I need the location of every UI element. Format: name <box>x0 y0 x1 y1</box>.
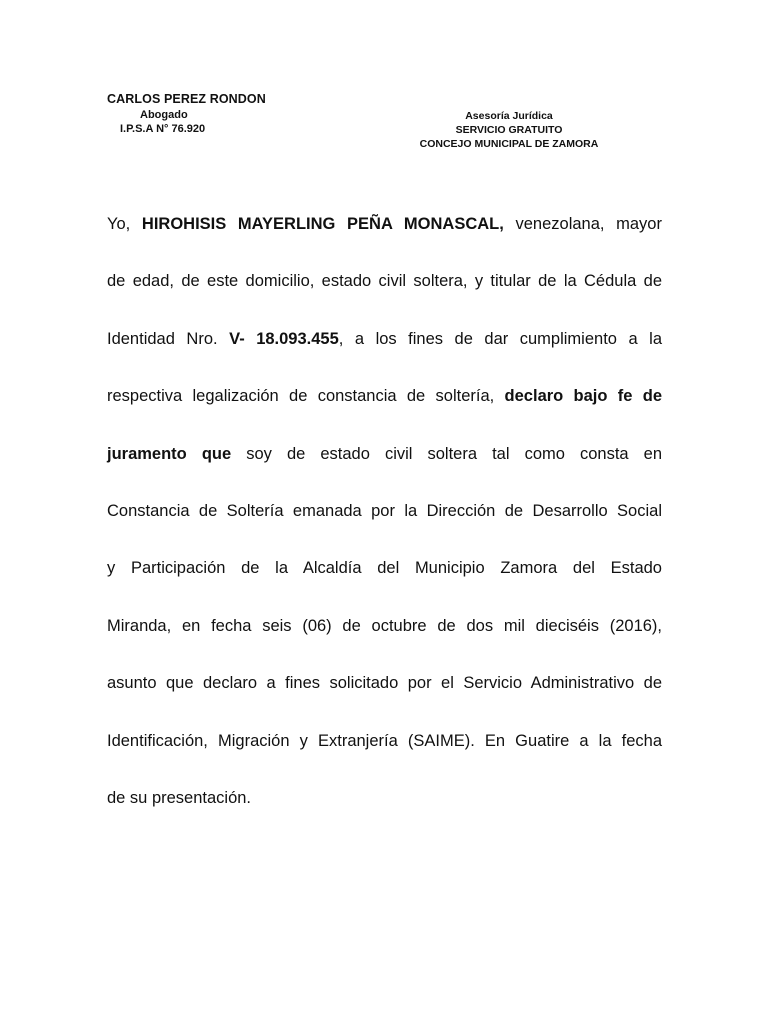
body-line-5 <box>107 439 662 496</box>
oath-phrase: juramento que <box>107 444 232 463</box>
department-label: Asesoría Jurídica <box>465 110 553 122</box>
body-line-8: Miranda, en fecha seis (06) de octubre de dos mil dieciséis (2016), <box>107 616 662 635</box>
body-text-segment: Identidad Nro. <box>107 329 230 348</box>
body-text-segment: respectiva legalización de constancia de soltería, <box>107 387 505 406</box>
body-text-segment: , a los fines de dar cumplimiento a la <box>338 329 662 348</box>
declaration-body <box>107 209 662 840</box>
body-line-7: y Participación de la Alcaldía del Municipio Zamora del Estado <box>107 559 662 578</box>
institution-header <box>380 109 638 151</box>
body-text-segment: soy de estado civil soltera tal como consta en <box>231 444 662 463</box>
body-line-3 <box>107 324 662 381</box>
lawyer-title: Abogado <box>140 109 188 121</box>
body-line-11: de su presentación. <box>107 788 252 807</box>
body-line-1 <box>107 209 662 266</box>
body-line-4 <box>107 381 662 438</box>
lawyer-name: CARLOS PEREZ RONDON <box>107 92 266 106</box>
declarant-name: HIROHISIS MAYERLING PEÑA MONASCAL, <box>141 215 504 233</box>
body-text-segment: Yo, <box>107 215 142 233</box>
body-line-6: Constancia de Soltería emanada por la Dirección de Desarrollo Social <box>107 501 662 520</box>
id-number: V- 18.093.455 <box>229 329 339 348</box>
body-text-segment: venezolana, mayor <box>503 215 662 233</box>
body-line-2: de edad, de este domicilio, estado civil soltera, y titular de la Cédula de <box>107 272 662 291</box>
council-label: CONCEJO MUNICIPAL DE ZAMORA <box>419 138 599 150</box>
oath-phrase: declaro bajo fe de <box>504 387 662 406</box>
service-label: SERVICIO GRATUITO <box>455 124 563 136</box>
body-line-9: asunto que declaro a fines solicitado por el Servicio Administrativo de <box>107 674 662 693</box>
lawyer-ipsa-number: I.P.S.A N° 76.920 <box>120 123 206 135</box>
body-line-10: Identificación, Migración y Extranjería (SAIME). En Guatire a la fecha <box>107 731 662 750</box>
